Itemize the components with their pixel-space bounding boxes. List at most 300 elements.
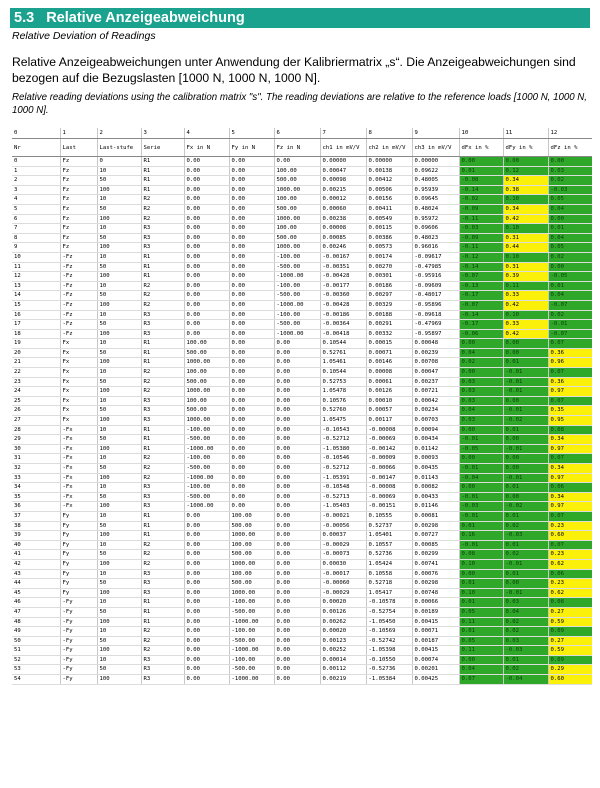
table-cell: 100 xyxy=(97,444,141,454)
table-cell: -0.01 xyxy=(503,406,548,416)
table-cell: 100.00 xyxy=(274,224,320,234)
table-cell: -0.03 xyxy=(459,224,503,234)
table-cell: 0.11 xyxy=(459,617,503,627)
table-cell: 0.00 xyxy=(229,435,274,445)
table-cell: 0.02 xyxy=(503,617,548,627)
table-cell: 0.00 xyxy=(459,483,503,493)
table-cell: -Fx xyxy=(60,454,97,464)
table-cell: 0.09645 xyxy=(412,195,459,205)
table-cell: -0.10548 xyxy=(320,483,366,493)
table-cell: 0.00 xyxy=(184,214,229,224)
table-cell: R2 xyxy=(141,387,184,397)
table-cell: -0.17 xyxy=(459,320,503,330)
table-cell: 0.09 xyxy=(548,655,592,665)
table-cell: 0.00 xyxy=(229,454,274,464)
table-cell: Fy xyxy=(60,521,97,531)
table-row xyxy=(12,224,592,234)
table-row xyxy=(12,291,592,301)
table-cell: -0.07 xyxy=(459,272,503,282)
table-cell: 0.00 xyxy=(274,627,320,637)
table-row xyxy=(12,310,592,320)
table-cell: 0.00093 xyxy=(412,454,459,464)
table-cell: 0.00703 xyxy=(412,416,459,426)
table-cell: 0.00 xyxy=(274,444,320,454)
table-cell: Fz xyxy=(60,224,97,234)
table-cell: 46 xyxy=(12,598,60,608)
column-header: ch3 in mV/V xyxy=(412,139,459,157)
table-cell: -1.05398 xyxy=(366,646,412,656)
table-cell: 22 xyxy=(12,368,60,378)
table-cell: 0.09 xyxy=(548,627,592,637)
table-cell: -Fy xyxy=(60,607,97,617)
table-cell: 0.00156 xyxy=(366,195,412,205)
column-index: 8 xyxy=(366,128,412,139)
table-cell: R1 xyxy=(141,607,184,617)
table-cell: 0.00 xyxy=(184,195,229,205)
table-cell: 0.03 xyxy=(459,416,503,426)
table-cell: -0.52712 xyxy=(320,464,366,474)
table-cell: 0.08 xyxy=(548,598,592,608)
table-cell: 30 xyxy=(12,444,60,454)
table-cell: 0.00085 xyxy=(412,540,459,550)
table-cell: 13 xyxy=(12,281,60,291)
description-german: Relative Anzeigeabweichungen unter Anwendung der Kalibriermatrix „s“. Die Anzeigeabweichungen sind bezogen auf die Bezugslasten [1000 N, 1000 N, 1000 N]. xyxy=(12,55,576,85)
table-cell: -0.52754 xyxy=(366,607,412,617)
table-cell: 0.00 xyxy=(229,339,274,349)
table-cell: 0.52753 xyxy=(320,377,366,387)
column-index: 6 xyxy=(274,128,320,139)
table-cell: 0.00 xyxy=(229,464,274,474)
table-cell: 0.23 xyxy=(548,579,592,589)
table-cell: 0.00 xyxy=(184,224,229,234)
table-cell: 0.02 xyxy=(548,252,592,262)
table-cell: R1 xyxy=(141,166,184,176)
table-cell: 0.00238 xyxy=(320,214,366,224)
table-cell: 1.05417 xyxy=(366,588,412,598)
table-cell: Fz xyxy=(60,185,97,195)
table-cell: 0.34 xyxy=(548,435,592,445)
table-cell: 0.00 xyxy=(184,262,229,272)
table-cell: 0.44 xyxy=(503,243,548,253)
table-cell: 0.34 xyxy=(503,176,548,186)
table-cell: 40 xyxy=(12,540,60,550)
table-cell: -Fz xyxy=(60,320,97,330)
table-cell: 0.00071 xyxy=(412,627,459,637)
table-cell: 0.95939 xyxy=(412,185,459,195)
table-cell: 0.06 xyxy=(548,483,592,493)
table-cell: 0.00060 xyxy=(320,204,366,214)
table-cell: 0.00 xyxy=(274,675,320,685)
table-cell: 0.00298 xyxy=(412,579,459,589)
table-cell: -0.02 xyxy=(503,502,548,512)
table-cell: 0.00 xyxy=(274,598,320,608)
table-cell: 10 xyxy=(97,598,141,608)
table-cell: -1000.00 xyxy=(184,473,229,483)
table-cell: 0.97 xyxy=(548,473,592,483)
table-cell: 1000.00 xyxy=(229,559,274,569)
table-cell: 0.00 xyxy=(274,521,320,531)
table-row xyxy=(12,396,592,406)
table-cell: -0.09609 xyxy=(412,281,459,291)
table-cell: 0.00 xyxy=(184,646,229,656)
table-cell: -0.10569 xyxy=(366,627,412,637)
table-cell: -1000.00 xyxy=(184,444,229,454)
table-cell: 500.00 xyxy=(184,406,229,416)
table-cell: -1000.00 xyxy=(274,272,320,282)
table-cell: 7 xyxy=(12,224,60,234)
table-row xyxy=(12,377,592,387)
table-cell: R2 xyxy=(141,214,184,224)
table-cell: 0.00 xyxy=(229,157,274,167)
table-cell: Fy xyxy=(60,579,97,589)
table-cell: 0.00146 xyxy=(366,358,412,368)
table-cell: 0.02 xyxy=(503,665,548,675)
column-index: 1 xyxy=(60,128,97,139)
table-cell: 10 xyxy=(97,483,141,493)
table-cell: R2 xyxy=(141,300,184,310)
table-cell: 0.62 xyxy=(548,559,592,569)
table-cell: 42 xyxy=(12,559,60,569)
table-cell: 0.00297 xyxy=(366,291,412,301)
table-cell: -0.01 xyxy=(459,540,503,550)
table-cell: -1000.00 xyxy=(229,646,274,656)
table-cell: 0.95 xyxy=(548,416,592,426)
table-cell: 0.00 xyxy=(229,406,274,416)
table-cell: -500.00 xyxy=(229,636,274,646)
table-cell: 0.97 xyxy=(548,502,592,512)
table-cell: -0.01 xyxy=(503,559,548,569)
table-cell: -500.00 xyxy=(274,262,320,272)
column-header: Last-stufe xyxy=(97,139,141,157)
table-cell: 0.00298 xyxy=(412,521,459,531)
table-cell: -100.00 xyxy=(229,598,274,608)
table-cell: 0.00 xyxy=(229,185,274,195)
table-cell: R3 xyxy=(141,502,184,512)
table-cell: 10 xyxy=(97,454,141,464)
table-cell: 100 xyxy=(97,502,141,512)
table-cell: 0.00 xyxy=(229,358,274,368)
table-cell: 100.00 xyxy=(274,166,320,176)
table-cell: 0.00000 xyxy=(320,157,366,167)
table-cell: 100.00 xyxy=(184,368,229,378)
table-cell: -1.05403 xyxy=(320,502,366,512)
table-cell: -500.00 xyxy=(229,607,274,617)
table-cell: 0.00 xyxy=(274,425,320,435)
table-cell: 0.00 xyxy=(459,569,503,579)
table-cell: -Fx xyxy=(60,492,97,502)
table-cell: -0.00009 xyxy=(366,454,412,464)
table-cell: -0.14 xyxy=(459,185,503,195)
table-cell: 23 xyxy=(12,377,60,387)
table-cell: 0.48023 xyxy=(412,233,459,243)
table-cell: 36 xyxy=(12,502,60,512)
table-cell: 17 xyxy=(12,320,60,330)
table-cell: -1.05384 xyxy=(366,675,412,685)
table-cell: -0.09 xyxy=(459,233,503,243)
table-cell: 100 xyxy=(97,473,141,483)
table-cell: 0.04 xyxy=(459,406,503,416)
table-cell: 100.00 xyxy=(229,540,274,550)
table-cell: -0.00069 xyxy=(366,435,412,445)
table-cell: -Fx xyxy=(60,435,97,445)
table-cell: -0.01 xyxy=(503,368,548,378)
table-cell: 0.00 xyxy=(184,329,229,339)
table-cell: R2 xyxy=(141,204,184,214)
table-cell: 0.00 xyxy=(274,368,320,378)
table-cell: 10 xyxy=(97,511,141,521)
table-cell: 0.00 xyxy=(184,540,229,550)
table-cell: 0.10558 xyxy=(366,569,412,579)
table-cell: 0.00 xyxy=(229,483,274,493)
table-cell: -0.03 xyxy=(548,185,592,195)
table-cell: -0.02 xyxy=(459,195,503,205)
table-cell: 10 xyxy=(97,627,141,637)
table-cell: 0.00 xyxy=(229,233,274,243)
table-cell: 0.02 xyxy=(548,176,592,186)
table-cell: -500.00 xyxy=(229,665,274,675)
table-cell: 100 xyxy=(97,387,141,397)
table-cell: -0.00186 xyxy=(320,310,366,320)
table-cell: 0.00 xyxy=(503,435,548,445)
table-cell: 0.00085 xyxy=(320,233,366,243)
table-cell: -0.01 xyxy=(459,511,503,521)
table-cell: R1 xyxy=(141,598,184,608)
column-index: 4 xyxy=(184,128,229,139)
table-cell: 0.00 xyxy=(274,377,320,387)
table-cell: 10 xyxy=(97,368,141,378)
table-cell: 0.00 xyxy=(503,348,548,358)
table-cell: R2 xyxy=(141,540,184,550)
table-row xyxy=(12,665,592,675)
table-cell: 0.00061 xyxy=(366,377,412,387)
table-cell: 0.00 xyxy=(274,559,320,569)
table-cell: 0.00 xyxy=(229,368,274,378)
column-index: 12 xyxy=(548,128,592,139)
table-cell: 0.00 xyxy=(274,157,320,167)
table-cell: -1000.00 xyxy=(184,502,229,512)
table-cell: 0.00 xyxy=(459,454,503,464)
table-cell: -1.05380 xyxy=(320,444,366,454)
table-cell: 50 xyxy=(12,636,60,646)
table-cell: Fx xyxy=(60,396,97,406)
table-cell: R2 xyxy=(141,627,184,637)
table-cell: 0.00299 xyxy=(412,550,459,560)
table-cell: 0.00 xyxy=(184,627,229,637)
table-row xyxy=(12,358,592,368)
column-header: Fy in N xyxy=(229,139,274,157)
table-cell: -Fy xyxy=(60,646,97,656)
table-cell: 0.00126 xyxy=(320,607,366,617)
table-cell: R1 xyxy=(141,272,184,282)
table-cell: 0.16 xyxy=(459,531,503,541)
table-cell: Fx xyxy=(60,406,97,416)
table-cell: 10 xyxy=(97,655,141,665)
table-row xyxy=(12,464,592,474)
table-cell: 10 xyxy=(12,252,60,262)
table-cell: 0.00 xyxy=(229,329,274,339)
table-cell: -100.00 xyxy=(274,281,320,291)
table-cell: 0.00 xyxy=(548,262,592,272)
table-cell: 0.33 xyxy=(503,291,548,301)
table-cell: 10 xyxy=(97,339,141,349)
table-cell: -0.00151 xyxy=(366,502,412,512)
table-cell: 500.00 xyxy=(229,579,274,589)
table-cell: 0.00 xyxy=(229,473,274,483)
column-index-row xyxy=(12,128,592,139)
table-row xyxy=(12,675,592,685)
table-cell: 0.34 xyxy=(548,464,592,474)
table-cell: 18 xyxy=(12,329,60,339)
table-cell: 0.08 xyxy=(459,550,503,560)
column-index: 5 xyxy=(229,128,274,139)
table-cell: 0.52736 xyxy=(366,550,412,560)
table-row xyxy=(12,368,592,378)
table-cell: 0.00332 xyxy=(366,329,412,339)
table-cell: 1000.00 xyxy=(229,531,274,541)
table-cell: 0.59 xyxy=(548,646,592,656)
table-cell: -0.47969 xyxy=(412,320,459,330)
column-header-row xyxy=(12,139,592,157)
table-cell: 100 xyxy=(97,588,141,598)
table-cell: 0.00 xyxy=(229,195,274,205)
table-cell: 0.97 xyxy=(548,387,592,397)
table-cell: 0.00 xyxy=(184,588,229,598)
table-cell: -0.11 xyxy=(459,214,503,224)
table-cell: 0.10 xyxy=(503,224,548,234)
table-cell: R2 xyxy=(141,464,184,474)
table-cell: -0.17 xyxy=(459,291,503,301)
table-cell: 0.00 xyxy=(229,300,274,310)
table-row xyxy=(12,300,592,310)
table-cell: -0.00360 xyxy=(320,291,366,301)
column-header: dFz in % xyxy=(548,139,592,157)
table-cell: R3 xyxy=(141,579,184,589)
table-cell: 100.00 xyxy=(229,511,274,521)
table-cell: 50 xyxy=(97,176,141,186)
table-cell: 0.00047 xyxy=(320,166,366,176)
table-row xyxy=(12,598,592,608)
table-cell: 0.97 xyxy=(548,444,592,454)
table-cell: -0.14 xyxy=(459,262,503,272)
table-row xyxy=(12,521,592,531)
table-cell: 0.07 xyxy=(548,368,592,378)
table-cell: 50 xyxy=(97,521,141,531)
table-cell: 0.01 xyxy=(459,579,503,589)
table-cell: 0.00 xyxy=(184,166,229,176)
table-cell: -0.08 xyxy=(459,176,503,186)
table-cell: R3 xyxy=(141,329,184,339)
table-cell: R1 xyxy=(141,425,184,435)
table-cell: 0.00 xyxy=(184,598,229,608)
table-cell: 0.00076 xyxy=(412,569,459,579)
table-cell: 0.00 xyxy=(459,339,503,349)
table-row xyxy=(12,185,592,195)
table-cell: 10 xyxy=(97,540,141,550)
table-cell: 0.00 xyxy=(274,435,320,445)
table-cell: 1000.00 xyxy=(184,387,229,397)
table-cell: 0.11 xyxy=(459,646,503,656)
table-cell: 0.36 xyxy=(548,377,592,387)
table-row xyxy=(12,204,592,214)
table-cell: Fz xyxy=(60,195,97,205)
table-cell: 0.00 xyxy=(229,396,274,406)
table-cell: R3 xyxy=(141,416,184,426)
table-cell: Fy xyxy=(60,588,97,598)
table-cell: -0.00060 xyxy=(320,579,366,589)
table-cell: 3 xyxy=(12,185,60,195)
table-cell: 0.01 xyxy=(459,627,503,637)
table-cell: R2 xyxy=(141,646,184,656)
table-cell: 0.10544 xyxy=(320,368,366,378)
table-cell: -500.00 xyxy=(184,464,229,474)
table-cell: 10 xyxy=(97,281,141,291)
section-number: 5.3 xyxy=(14,10,35,26)
table-cell: 0.62 xyxy=(548,588,592,598)
table-cell: 1000.00 xyxy=(274,243,320,253)
table-cell: 0.07 xyxy=(548,339,592,349)
table-cell: 0.00 xyxy=(459,157,503,167)
table-cell: 28 xyxy=(12,425,60,435)
table-cell: R3 xyxy=(141,655,184,665)
table-cell: 50 xyxy=(97,435,141,445)
table-cell: R3 xyxy=(141,396,184,406)
table-cell: -0.10546 xyxy=(320,454,366,464)
table-cell: 0.00748 xyxy=(412,588,459,598)
table-cell: 0.04 xyxy=(503,607,548,617)
table-cell: 50 xyxy=(97,348,141,358)
table-cell: 0.00 xyxy=(229,492,274,502)
table-cell: R2 xyxy=(141,377,184,387)
table-row xyxy=(12,569,592,579)
table-cell: Fy xyxy=(60,559,97,569)
table-cell: 0.00020 xyxy=(320,598,366,608)
table-cell: 0.07 xyxy=(548,396,592,406)
table-row xyxy=(12,157,592,167)
table-row xyxy=(12,579,592,589)
table-cell: R3 xyxy=(141,675,184,685)
table-cell: -0.03 xyxy=(459,502,503,512)
table-cell: 10 xyxy=(97,310,141,320)
table-row xyxy=(12,272,592,282)
description-english: Relative reading deviations using the calibration matrix "s". The reading deviations are relative to the reference loads [1000 N, 1000 N, 1000 N]. xyxy=(12,92,587,116)
table-cell: 0.00215 xyxy=(320,185,366,195)
table-cell: 0.05 xyxy=(459,607,503,617)
table-cell: -Fx xyxy=(60,444,97,454)
table-cell: 1 xyxy=(12,166,60,176)
table-cell: R2 xyxy=(141,281,184,291)
table-cell: 12 xyxy=(12,272,60,282)
table-cell: 0.96 xyxy=(548,358,592,368)
table-cell: 50 xyxy=(97,492,141,502)
table-cell: 0.00433 xyxy=(412,492,459,502)
table-cell: 0.00008 xyxy=(320,224,366,234)
table-cell: 0.27 xyxy=(548,636,592,646)
table-cell: 0.00 xyxy=(184,675,229,685)
table-cell: 0.00549 xyxy=(366,214,412,224)
table-cell: -Fy xyxy=(60,675,97,685)
table-cell: -1000.00 xyxy=(274,300,320,310)
table-cell: 15 xyxy=(12,300,60,310)
table-cell: 500.00 xyxy=(229,550,274,560)
table-cell: Fx xyxy=(60,339,97,349)
table-cell: -1.05450 xyxy=(366,617,412,627)
table-cell: 31 xyxy=(12,454,60,464)
table-cell: 0.00082 xyxy=(412,483,459,493)
table-cell: 50 xyxy=(97,579,141,589)
table-cell: 1.05475 xyxy=(320,416,366,426)
table-cell: 47 xyxy=(12,607,60,617)
table-cell: 0.00 xyxy=(274,473,320,483)
